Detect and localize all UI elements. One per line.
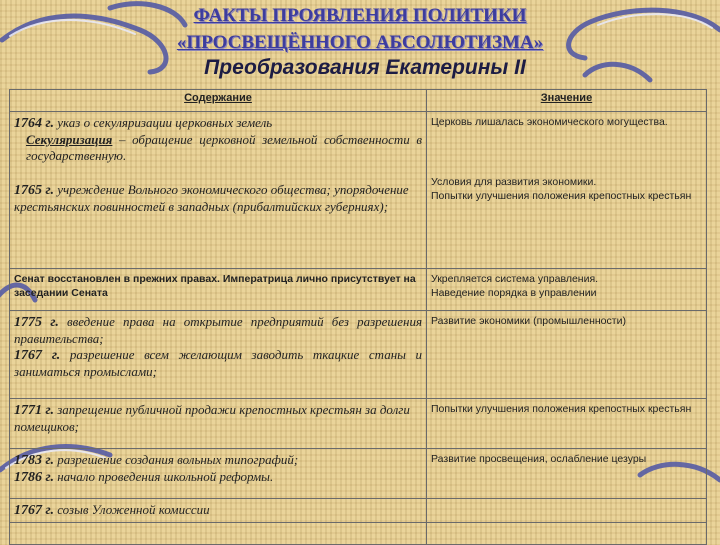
column-header-content: Содержание	[10, 90, 427, 112]
meaning-cell	[427, 499, 707, 523]
table-row	[10, 269, 707, 311]
content-cell	[10, 523, 427, 545]
page-subtitle: Преобразования Екатерины II	[204, 56, 526, 79]
content-cell: 1771 г. запрещение публичной продажи крепостных крестьян за долги помещиков;	[10, 399, 427, 449]
reforms-table	[9, 89, 707, 545]
column-header-meaning: Значение	[427, 90, 707, 112]
table-row	[10, 499, 707, 523]
meaning-cell: Церковь лишалась экономического могущества. Условия для развития экономики. Попытки улучшения положения крепостных крестьян	[427, 112, 707, 269]
meaning-cell: Развитие экономики (промышленности)	[427, 311, 707, 399]
meaning-cell: Попытки улучшения положения крепостных крестьян	[427, 399, 707, 449]
content-cell: 1783 г. разрешение создания вольных типографий; 1786 г. начало проведения школьной реформы.	[10, 449, 427, 499]
meaning-cell: Укрепляется система управления. Наведение порядка в управлении	[427, 269, 707, 311]
table-header-row	[10, 90, 707, 112]
meaning-cell	[427, 523, 707, 545]
page-title-line-2: «ПРОСВЕЩЁННОГО АБСОЛЮТИЗМА»	[176, 32, 544, 53]
content-cell: 1764 г. указ о секуляризации церковных земель Секуляризация – обращение церковной земельной собственности в государственную. 1765 г. учреждение Вольного экономического общества; упорядочение крестьянских повинностей в западных (прибалтийских губерниях);	[10, 112, 427, 269]
table-row	[10, 399, 707, 449]
table-row	[10, 311, 707, 399]
page-title-line-1: ФАКТЫ ПРОЯВЛЕНИЯ ПОЛИТИКИ	[193, 5, 527, 26]
content-cell: Сенат восстановлен в прежних правах. Императрица лично присутствует на заседании Сената	[10, 269, 427, 311]
table-row	[10, 112, 707, 269]
content-cell: 1775 г. введение права на открытие предприятий без разрешения правительства; 1767 г. разрешение всем желающим заводить ткацкие станы и заниматься промыслами;	[10, 311, 427, 399]
table-row	[10, 449, 707, 499]
content-cell: 1767 г. созыв Уложенной комиссии	[10, 499, 427, 523]
table-row	[10, 523, 707, 545]
meaning-cell: Развитие просвещения, ослабление цезуры	[427, 449, 707, 499]
